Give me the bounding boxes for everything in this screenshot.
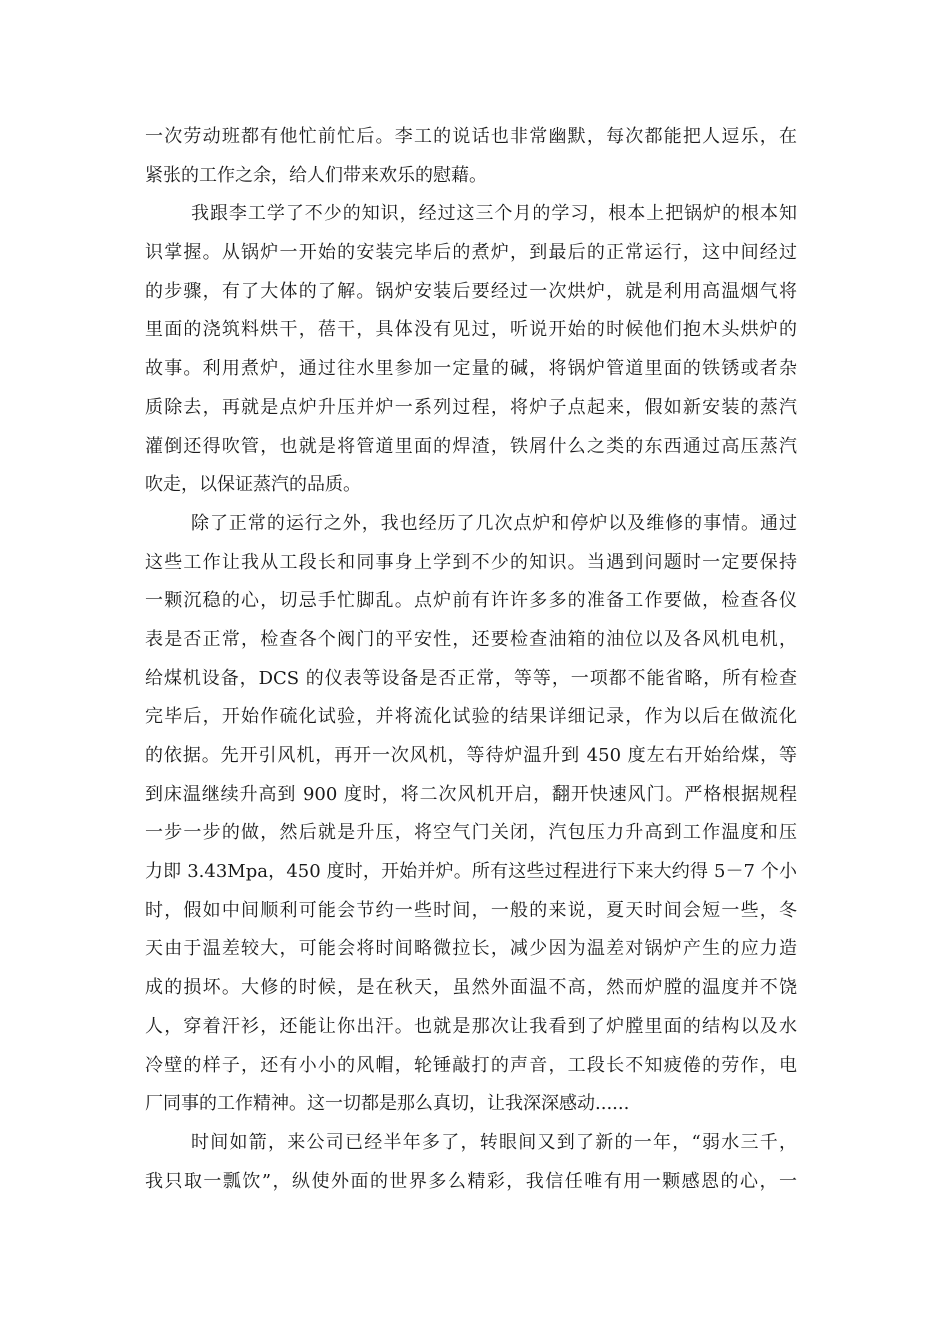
text-line: 紧张的工作之余，给人们带来欢乐的慰藉。 xyxy=(145,164,487,186)
text-line: 力即 3.43Mpa，450 度时，开始并炉。所有这些过程进行下来大约得 5－7 个小 xyxy=(145,861,797,883)
text-line: 成的损坏。大修的时候，是在秋天，虽然外面温不高，然而炉膛的温度并不饶 xyxy=(145,977,797,999)
text-line: 一颗沉稳的心，切忌手忙脚乱。点炉前有许许多多的准备工作要做，检查各仪 xyxy=(145,590,797,612)
text-line: 厂同事的工作精神。这一切都是那么真切，让我深深感动...... xyxy=(145,1093,630,1115)
text-line: 时间如箭，来公司已经半年多了，转眼间又到了新的一年，“弱水三千， xyxy=(191,1131,797,1153)
text-line: 里面的浇筑料烘干，蓓干，具体没有见过，听说开始的时候他们抱木头烘炉的 xyxy=(145,319,797,341)
text-line: 时，假如中间顺利可能会节约一些时间，一般的来说，夏天时间会短一些，冬 xyxy=(145,899,797,921)
document-body xyxy=(145,118,797,1201)
text-line: 识掌握。从锅炉一开始的安装完毕后的煮炉，到最后的正常运行，这中间经过 xyxy=(145,242,797,264)
text-line: 故事。利用煮炉，通过往水里参加一定量的碱，将锅炉管道里面的铁锈或者杂 xyxy=(145,358,797,380)
text-line: 我跟李工学了不少的知识，经过这三个月的学习，根本上把锅炉的根本知 xyxy=(191,203,797,225)
text-line: 灌倒还得吹管，也就是将管道里面的焊渣，铁屑什么之类的东西通过高压蒸汽 xyxy=(145,435,797,457)
text-line: 吹走，以保证蒸汽的品质。 xyxy=(145,474,361,496)
text-line: 人，穿着汗衫，还能让你出汗。也就是那次让我看到了炉膛里面的结构以及水 xyxy=(145,1015,797,1037)
text-line: 的步骤，有了大体的了解。锅炉安装后要经过一次烘炉，就是利用高温烟气将 xyxy=(145,280,797,302)
text-line: 一步一步的做，然后就是升压，将空气门关闭，汽包压力升高到工作温度和压 xyxy=(145,822,797,844)
text-line: 到床温继续升高到 900 度时，将二次风机开启，翻开快速风门。严格根据规程 xyxy=(145,783,797,805)
text-line: 除了正常的运行之外，我也经历了几次点炉和停炉以及维修的事情。通过 xyxy=(191,512,797,534)
text-line: 给煤机设备，DCS 的仪表等设备是否正常，等等，一项都不能省略，所有检查 xyxy=(145,667,797,689)
text-line: 我只取一瓢饮”，纵使外面的世界多么精彩，我信任唯有用一颗感恩的心，一 xyxy=(145,1170,797,1192)
text-line: 天由于温差较大，可能会将时间略微拉长，减少因为温差对锅炉产生的应力造 xyxy=(145,938,797,960)
text-line: 这些工作让我从工段长和同事身上学到不少的知识。当遇到问题时一定要保持 xyxy=(145,551,797,573)
text-line: 冷壁的样子，还有小小的风帽，轮锤敲打的声音，工段长不知疲倦的劳作，电 xyxy=(145,1054,797,1076)
text-line: 表是否正常，检查各个阀门的平安性，还要检查油箱的油位以及各风机电机， xyxy=(145,628,797,650)
text-line: 完毕后，开始作硫化试验，并将流化试验的结果详细记录，作为以后在做流化 xyxy=(145,706,797,728)
text-line: 一次劳动班都有他忙前忙后。李工的说话也非常幽默，每次都能把人逗乐，在 xyxy=(145,126,797,147)
text-line: 质除去，再就是点炉升压并炉一系列过程，将炉子点起来，假如新安装的蒸汽 xyxy=(145,396,797,418)
text-line: 的依据。先开引风机，再开一次风机，等待炉温升到 450 度左右开始给煤，等 xyxy=(145,745,797,766)
